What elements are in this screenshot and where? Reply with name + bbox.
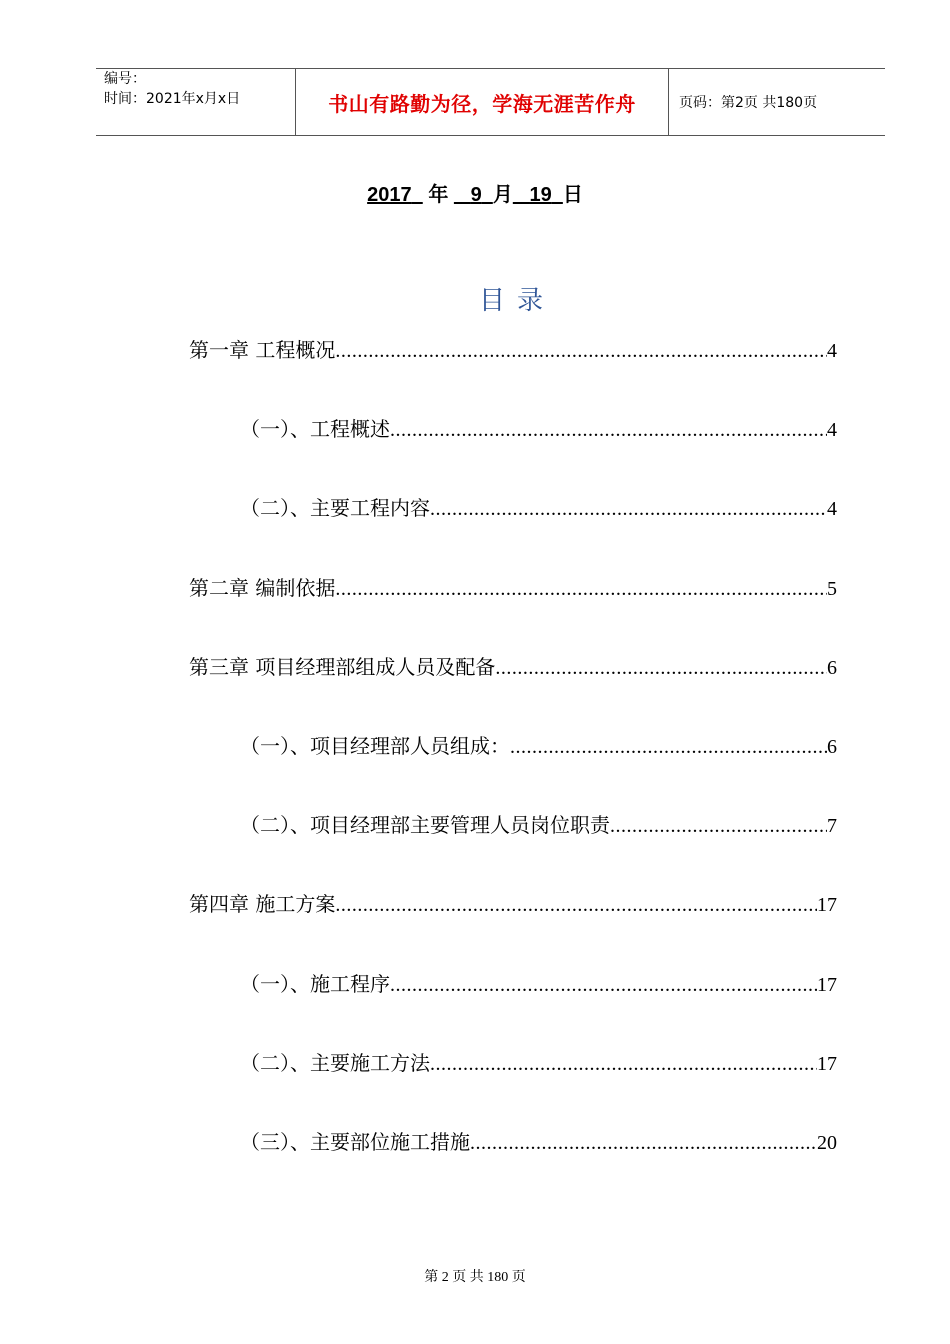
date-month: 9 (470, 184, 482, 206)
toc-dot-leader (510, 734, 827, 760)
header-motto-cell (296, 69, 669, 135)
toc-entry-page: 20 (817, 1132, 837, 1154)
date-year-suffix: 年 (428, 184, 449, 206)
toc-dot-leader (430, 1051, 817, 1077)
toc-entry-title: 第三章 项目经理部组成人员及配备 (189, 655, 496, 679)
toc-entry[interactable] (240, 1050, 837, 1077)
toc-dot-leader (390, 972, 817, 998)
header-info-cell (96, 69, 296, 135)
header-page-code: 页码：第2页 共180页 (679, 95, 818, 111)
toc-dot-leader (335, 338, 827, 364)
date-day: 19 (529, 184, 552, 206)
toc-entry[interactable] (240, 1129, 837, 1156)
toc-entry-page: 5 (827, 578, 837, 600)
document-date (0, 178, 950, 207)
toc-dot-leader (430, 496, 827, 522)
toc-entry[interactable] (189, 891, 837, 918)
toc-entry-page: 6 (827, 657, 837, 679)
page-header (96, 68, 885, 136)
date-day-suffix: 日 (562, 184, 583, 206)
toc-entry-title: 第一章 工程概况 (189, 338, 336, 362)
toc-dot-leader (610, 813, 827, 839)
toc-entry-page: 17 (817, 894, 837, 916)
toc-entry-page: 6 (827, 736, 837, 758)
document-id-label: 编号： (104, 71, 146, 87)
toc-entry-page: 17 (817, 1053, 837, 1075)
toc-dot-leader (470, 1130, 817, 1156)
toc-entry-title: （一）、项目经理部人员组成： (240, 734, 510, 758)
toc-entry-page: 4 (827, 340, 837, 362)
toc-dot-leader (335, 576, 827, 602)
date-month-suffix: 月 (492, 184, 513, 206)
toc-entry-title: （二）、主要施工方法 (240, 1051, 430, 1075)
toc-entry-page: 7 (827, 815, 837, 837)
toc-entry-page: 4 (827, 419, 837, 441)
toc-entry[interactable] (189, 575, 837, 602)
header-page-cell (669, 69, 885, 135)
toc-entry[interactable] (189, 654, 837, 681)
toc-entry[interactable] (240, 416, 837, 443)
toc-entry[interactable] (240, 971, 837, 998)
toc-entry-title: （一）、工程概述 (240, 417, 390, 441)
toc-entry-title: （二）、项目经理部主要管理人员岗位职责 (240, 813, 610, 837)
toc-entry[interactable] (240, 812, 837, 839)
toc-entry-title: （二）、主要工程内容 (240, 496, 430, 520)
toc-dot-leader (390, 417, 827, 443)
toc-entry[interactable] (189, 337, 837, 364)
toc-entry-title: （一）、施工程序 (240, 972, 390, 996)
header-motto: 书山有路勤为径，学海无涯苦作舟 (328, 91, 636, 116)
toc-entry[interactable] (240, 733, 837, 760)
toc-entry[interactable] (240, 495, 837, 522)
toc-entry-title: （三）、主要部位施工措施 (240, 1130, 470, 1154)
date-year: 2017 (367, 184, 412, 206)
toc-title: 目录 (478, 286, 555, 316)
document-time-label: 时间：2021年x月x日 (104, 91, 241, 107)
toc-entry-page: 17 (817, 974, 837, 996)
toc-entry-title: 第二章 编制依据 (189, 576, 336, 600)
toc-entry-title: 第四章 施工方案 (189, 892, 336, 916)
page-footer: 第 2 页 共 180 页 (424, 1270, 526, 1285)
toc-dot-leader (335, 892, 817, 918)
toc-dot-leader (495, 655, 827, 681)
toc-entry-page: 4 (827, 498, 837, 520)
